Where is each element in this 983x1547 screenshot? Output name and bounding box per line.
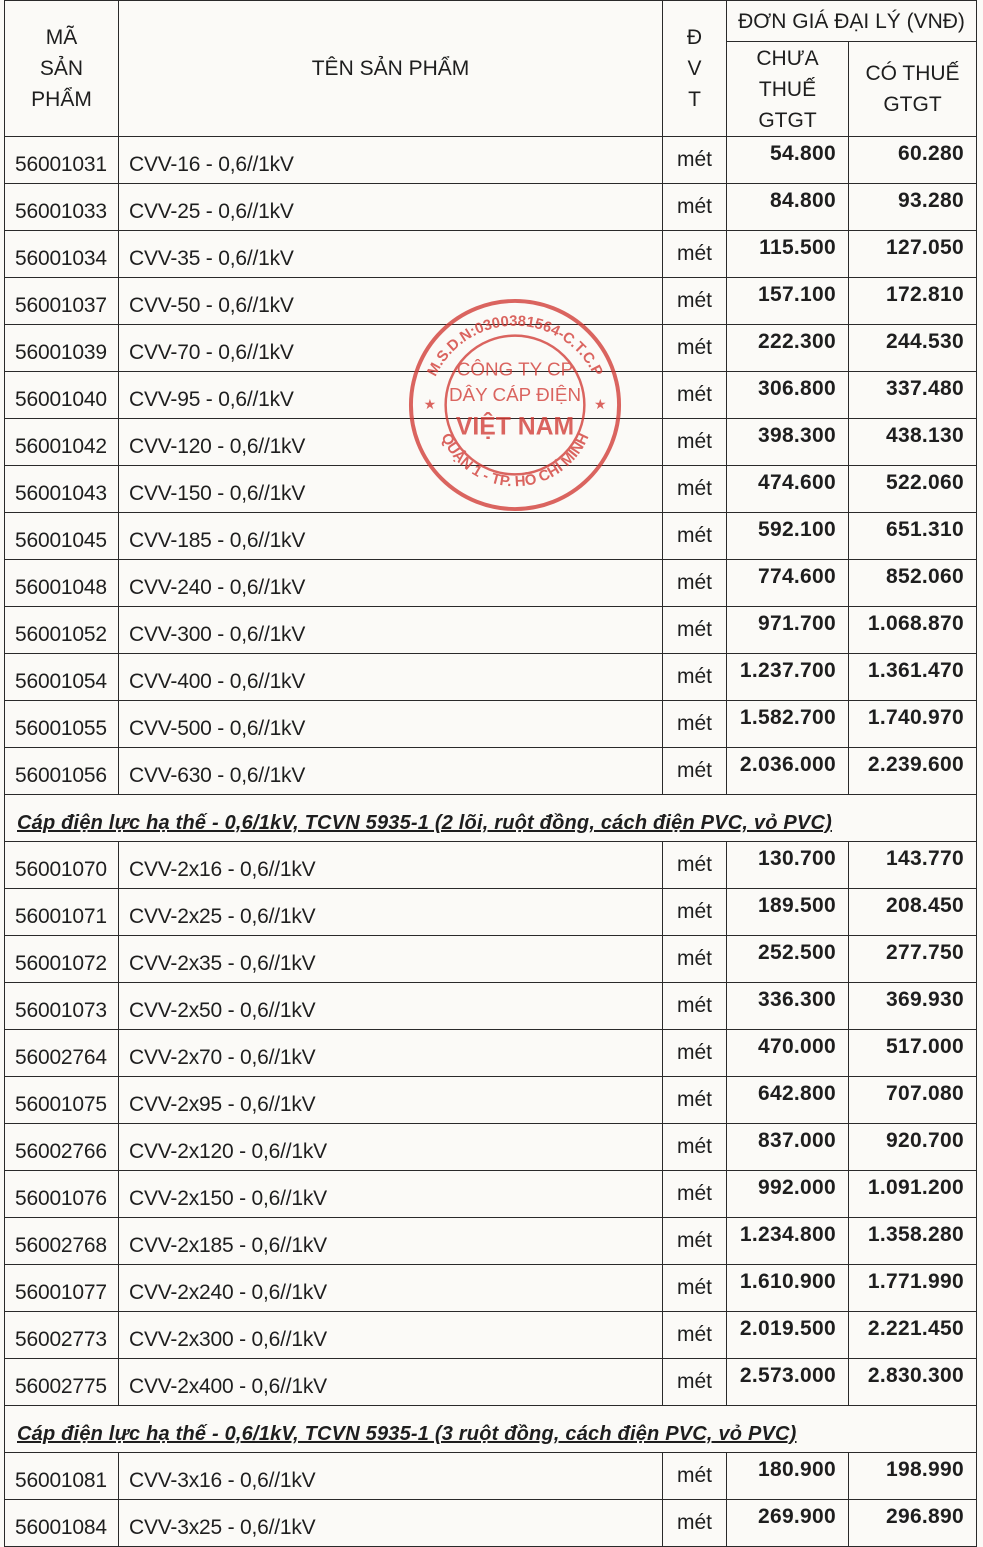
product-code-cell: 56001071 (5, 889, 119, 936)
price-incl-vat-cell: 143.770 (849, 842, 977, 889)
price-incl-vat-cell: 2.830.300 (849, 1359, 977, 1406)
product-name-cell: CVV-2x95 - 0,6//1kV (119, 1077, 663, 1124)
price-excl-vat-cell: 837.000 (727, 1124, 849, 1171)
price-excl-vat-cell: 1.610.900 (727, 1265, 849, 1312)
product-code-cell: 56001045 (5, 513, 119, 560)
price-incl-vat-cell: 2.239.600 (849, 748, 977, 795)
product-name-cell: CVV-400 - 0,6//1kV (119, 654, 663, 701)
product-name-cell: CVV-3x16 - 0,6//1kV (119, 1453, 663, 1500)
price-incl-vat-cell: 1.068.870 (849, 607, 977, 654)
unit-cell: mét (663, 325, 727, 372)
product-code-cell: 56002764 (5, 1030, 119, 1077)
header-price-excl-vat: CHƯA THUẾ GTGT (727, 42, 849, 137)
product-code-cell: 56001055 (5, 701, 119, 748)
product-code-cell: 56002773 (5, 1312, 119, 1359)
table-row (5, 1359, 977, 1406)
price-excl-vat-cell: 115.500 (727, 231, 849, 278)
price-incl-vat-cell: 1.091.200 (849, 1171, 977, 1218)
product-name-cell: CVV-35 - 0,6//1kV (119, 231, 663, 278)
product-name-cell: CVV-16 - 0,6//1kV (119, 137, 663, 184)
price-incl-vat-cell: 2.221.450 (849, 1312, 977, 1359)
price-excl-vat-cell: 474.600 (727, 466, 849, 513)
product-code-cell: 56001056 (5, 748, 119, 795)
product-code-cell: 56001054 (5, 654, 119, 701)
unit-cell: mét (663, 889, 727, 936)
unit-cell: mét (663, 560, 727, 607)
unit-cell: mét (663, 184, 727, 231)
unit-cell: mét (663, 748, 727, 795)
price-incl-vat-cell: 651.310 (849, 513, 977, 560)
product-name-cell: CVV-500 - 0,6//1kV (119, 701, 663, 748)
price-excl-vat-cell: 189.500 (727, 889, 849, 936)
unit-cell: mét (663, 1077, 727, 1124)
table-row (5, 842, 977, 889)
product-name-cell: CVV-2x400 - 0,6//1kV (119, 1359, 663, 1406)
product-name-cell: CVV-120 - 0,6//1kV (119, 419, 663, 466)
price-incl-vat-cell: 369.930 (849, 983, 977, 1030)
section-heading-row (5, 795, 977, 842)
product-name-cell: CVV-70 - 0,6//1kV (119, 325, 663, 372)
product-code-cell: 56002766 (5, 1124, 119, 1171)
section-title: Cáp điện lực hạ thế - 0,6/1kV, TCVN 5935-1 (3 ruột đồng, cách điện PVC, vỏ PVC) (5, 1406, 977, 1453)
unit-cell: mét (663, 513, 727, 560)
unit-cell: mét (663, 1312, 727, 1359)
table-row (5, 1030, 977, 1077)
product-name-cell: CVV-95 - 0,6//1kV (119, 372, 663, 419)
section-title: Cáp điện lực hạ thế - 0,6/1kV, TCVN 5935-1 (2 lõi, ruột đồng, cách điện PVC, vỏ PVC) (5, 795, 977, 842)
price-incl-vat-cell: 852.060 (849, 560, 977, 607)
product-name-cell: CVV-2x185 - 0,6//1kV (119, 1218, 663, 1265)
table-row (5, 654, 977, 701)
table-row (5, 560, 977, 607)
product-code-cell: 56001040 (5, 372, 119, 419)
product-code-cell: 56001070 (5, 842, 119, 889)
product-name-cell: CVV-3x25 - 0,6//1kV (119, 1500, 663, 1547)
price-excl-vat-cell: 306.800 (727, 372, 849, 419)
price-incl-vat-cell: 517.000 (849, 1030, 977, 1077)
price-incl-vat-cell: 707.080 (849, 1077, 977, 1124)
unit-cell: mét (663, 466, 727, 513)
product-name-cell: CVV-50 - 0,6//1kV (119, 278, 663, 325)
product-name-cell: CVV-2x16 - 0,6//1kV (119, 842, 663, 889)
product-code-cell: 56001039 (5, 325, 119, 372)
price-excl-vat-cell: 252.500 (727, 936, 849, 983)
header-price-incl-vat: CÓ THUẾ GTGT (849, 42, 977, 137)
price-excl-vat-cell: 774.600 (727, 560, 849, 607)
price-incl-vat-cell: 438.130 (849, 419, 977, 466)
table-row (5, 1500, 977, 1547)
price-incl-vat-cell: 920.700 (849, 1124, 977, 1171)
product-name-cell: CVV-2x50 - 0,6//1kV (119, 983, 663, 1030)
table-row (5, 1124, 977, 1171)
product-name-cell: CVV-2x25 - 0,6//1kV (119, 889, 663, 936)
product-code-cell: 56001037 (5, 278, 119, 325)
price-incl-vat-cell: 127.050 (849, 231, 977, 278)
section-heading-row (5, 1406, 977, 1453)
price-excl-vat-cell: 180.900 (727, 1453, 849, 1500)
header-dealer-price-group: ĐƠN GIÁ ĐẠI LÝ (VNĐ) (727, 1, 977, 42)
price-incl-vat-cell: 1.361.470 (849, 654, 977, 701)
stamp-line-1: CÔNG TY CP (456, 358, 574, 380)
product-name-cell: CVV-2x35 - 0,6//1kV (119, 936, 663, 983)
price-incl-vat-cell: 296.890 (849, 1500, 977, 1547)
product-code-cell: 56001073 (5, 983, 119, 1030)
product-code-cell: 56001033 (5, 184, 119, 231)
unit-cell: mét (663, 607, 727, 654)
product-code-cell: 56001072 (5, 936, 119, 983)
price-excl-vat-cell: 992.000 (727, 1171, 849, 1218)
table-row (5, 607, 977, 654)
table-row (5, 983, 977, 1030)
price-excl-vat-cell: 2.036.000 (727, 748, 849, 795)
price-excl-vat-cell: 592.100 (727, 513, 849, 560)
price-excl-vat-cell: 1.234.800 (727, 1218, 849, 1265)
price-incl-vat-cell: 244.530 (849, 325, 977, 372)
price-excl-vat-cell: 470.000 (727, 1030, 849, 1077)
price-incl-vat-cell: 172.810 (849, 278, 977, 325)
stamp-line-3: VIỆT NAM (455, 413, 575, 441)
product-name-cell: CVV-2x300 - 0,6//1kV (119, 1312, 663, 1359)
table-row (5, 1453, 977, 1500)
product-code-cell: 56001034 (5, 231, 119, 278)
unit-cell: mét (663, 278, 727, 325)
product-name-cell: CVV-2x150 - 0,6//1kV (119, 1171, 663, 1218)
table-row (5, 513, 977, 560)
product-code-cell: 56001052 (5, 607, 119, 654)
stamp-ring-bottom-text: QUẬN 1 - TP. HỒ CHÍ MINH (437, 430, 593, 491)
price-incl-vat-cell: 1.358.280 (849, 1218, 977, 1265)
price-excl-vat-cell: 54.800 (727, 137, 849, 184)
unit-cell: mét (663, 1453, 727, 1500)
table-row (5, 1077, 977, 1124)
table-row (5, 936, 977, 983)
unit-cell: mét (663, 654, 727, 701)
product-code-cell: 56002775 (5, 1359, 119, 1406)
table-row (5, 137, 977, 184)
product-code-cell: 56001077 (5, 1265, 119, 1312)
table-row (5, 748, 977, 795)
unit-cell: mét (663, 1359, 727, 1406)
product-name-cell: CVV-150 - 0,6//1kV (119, 466, 663, 513)
product-name-cell: CVV-2x240 - 0,6//1kV (119, 1265, 663, 1312)
stamp-star-right-icon: ★ (593, 395, 607, 412)
unit-cell: mét (663, 1030, 727, 1077)
product-code-cell: 56001084 (5, 1500, 119, 1547)
table-header (5, 1, 977, 137)
table-row (5, 701, 977, 748)
price-list-page (4, 0, 976, 1547)
product-code-cell: 56001043 (5, 466, 119, 513)
product-name-cell: CVV-185 - 0,6//1kV (119, 513, 663, 560)
stamp-star-left-icon: ★ (423, 395, 437, 412)
header-unit: Đ V T (663, 1, 727, 137)
price-excl-vat-cell: 398.300 (727, 419, 849, 466)
price-excl-vat-cell: 1.582.700 (727, 701, 849, 748)
price-excl-vat-cell: 269.900 (727, 1500, 849, 1547)
table-row (5, 889, 977, 936)
price-excl-vat-cell: 2.019.500 (727, 1312, 849, 1359)
price-incl-vat-cell: 1.771.990 (849, 1265, 977, 1312)
unit-cell: mét (663, 1500, 727, 1547)
product-code-cell: 56001081 (5, 1453, 119, 1500)
product-code-cell: 56001048 (5, 560, 119, 607)
product-code-cell: 56001042 (5, 419, 119, 466)
unit-cell: mét (663, 1171, 727, 1218)
product-code-cell: 56002768 (5, 1218, 119, 1265)
price-excl-vat-cell: 130.700 (727, 842, 849, 889)
price-excl-vat-cell: 642.800 (727, 1077, 849, 1124)
price-excl-vat-cell: 222.300 (727, 325, 849, 372)
price-incl-vat-cell: 1.740.970 (849, 701, 977, 748)
price-incl-vat-cell: 208.450 (849, 889, 977, 936)
product-name-cell: CVV-240 - 0,6//1kV (119, 560, 663, 607)
price-excl-vat-cell: 84.800 (727, 184, 849, 231)
price-table (4, 0, 977, 1547)
product-name-cell: CVV-300 - 0,6//1kV (119, 607, 663, 654)
stamp-line-2: DÂY CÁP ĐIỆN (448, 384, 582, 406)
unit-cell: mét (663, 936, 727, 983)
header-product-code: MÃ SẢN PHẨM (5, 1, 119, 137)
stamp-ring-top-text: M.S.D.N:0300381564-C.T.C.P (424, 313, 606, 380)
price-excl-vat-cell: 157.100 (727, 278, 849, 325)
product-name-cell: CVV-2x70 - 0,6//1kV (119, 1030, 663, 1077)
unit-cell: mét (663, 372, 727, 419)
unit-cell: mét (663, 1218, 727, 1265)
price-incl-vat-cell: 198.990 (849, 1453, 977, 1500)
product-code-cell: 56001031 (5, 137, 119, 184)
unit-cell: mét (663, 983, 727, 1030)
price-incl-vat-cell: 337.480 (849, 372, 977, 419)
product-name-cell: CVV-2x120 - 0,6//1kV (119, 1124, 663, 1171)
table-row (5, 1171, 977, 1218)
table-row (5, 184, 977, 231)
price-incl-vat-cell: 93.280 (849, 184, 977, 231)
table-row (5, 1312, 977, 1359)
price-excl-vat-cell: 971.700 (727, 607, 849, 654)
unit-cell: mét (663, 137, 727, 184)
price-excl-vat-cell: 336.300 (727, 983, 849, 1030)
unit-cell: mét (663, 231, 727, 278)
price-excl-vat-cell: 2.573.000 (727, 1359, 849, 1406)
company-seal-stamp (406, 296, 624, 514)
product-code-cell: 56001075 (5, 1077, 119, 1124)
product-name-cell: CVV-630 - 0,6//1kV (119, 748, 663, 795)
price-incl-vat-cell: 277.750 (849, 936, 977, 983)
unit-cell: mét (663, 842, 727, 889)
product-name-cell: CVV-25 - 0,6//1kV (119, 184, 663, 231)
price-excl-vat-cell: 1.237.700 (727, 654, 849, 701)
product-code-cell: 56001076 (5, 1171, 119, 1218)
unit-cell: mét (663, 1265, 727, 1312)
table-row (5, 1218, 977, 1265)
header-product-name: TÊN SẢN PHẨM (119, 1, 663, 137)
unit-cell: mét (663, 419, 727, 466)
price-incl-vat-cell: 522.060 (849, 466, 977, 513)
table-row (5, 1265, 977, 1312)
price-incl-vat-cell: 60.280 (849, 137, 977, 184)
unit-cell: mét (663, 1124, 727, 1171)
table-row (5, 231, 977, 278)
unit-cell: mét (663, 701, 727, 748)
